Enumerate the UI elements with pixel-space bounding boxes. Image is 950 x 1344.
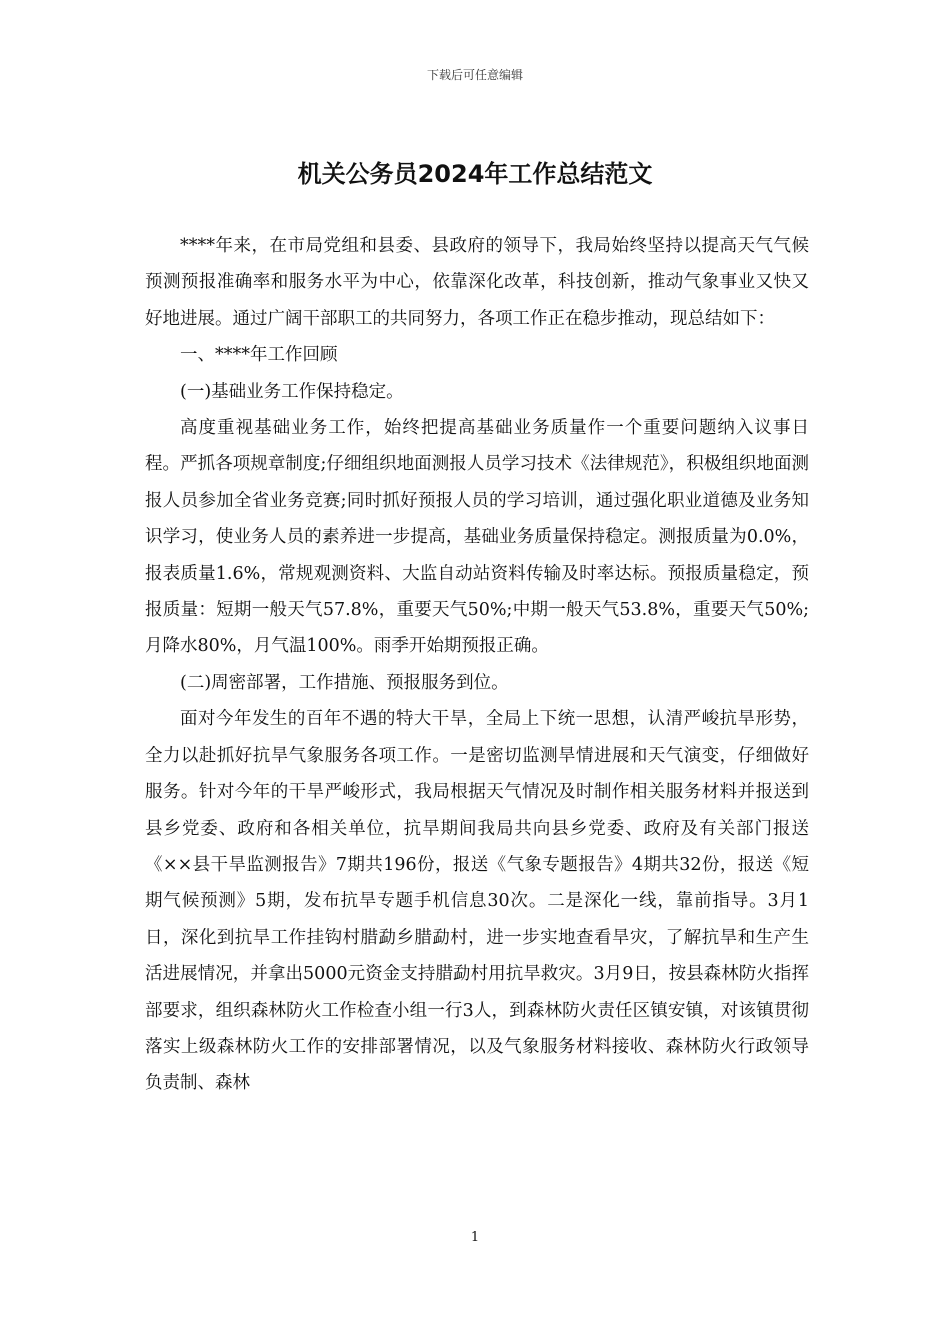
paragraph-intro: ****年来，在市局党组和县委、县政府的领导下，我局始终坚持以提高天气气候预测预报准确率和服务水平为中心，依靠深化改革，科技创新，推动气象事业又快又好地进展。通过广阔干部职工的共同努力，各项工作正在稳步推动，现总结如下： [145, 236, 809, 329]
subsection-heading-deployment: (二)周密部署，工作措施、预报服务到位。 [180, 672, 509, 693]
page-header-note: 下载后可任意编辑 [426, 68, 523, 82]
section-heading-review: 一、****年工作回顾 [180, 345, 338, 366]
paragraph-basic-business: 高度重视基础业务工作，始终把提高基础业务质量作一个重要问题纳入议事日程。严抓各项规章制度;仔细组织地面测报人员学习技术《法律规范》，积极组织地面测报人员参加全省业务竞赛;同时抓好预报人员的学习培训，通过强化职业道德及业务知识学习，使业务人员的素养进一步提高，基础业务质量保持稳定。测报质量为0.0%，报表质量1.6%，常规观测资料、大监自动站资料传输及时率达标。预报质量稳定，预报质量：短期一般天气57.8%，重要天气50%;中期一般天气53.8%，重要天气50%;月降水80%，月气温100%。雨季开始期预报正确。 [145, 418, 809, 657]
page-number: 1 [470, 1230, 480, 1245]
paragraph-drought-service: 面对今年发生的百年不遇的特大干旱，全局上下统一思想，认清严峻抗旱形势，全力以赴抓好抗旱气象服务各项工作。一是密切监测旱情进展和天气演变，仔细做好服务。针对今年的干旱严峻形式，我局根据天气情况及时制作相关服务材料并报送到县乡党委、政府和各相关单位，抗旱期间我局共向县乡党委、政府及有关部门报送《××县干旱监测报告》7期共196份，报送《气象专题报告》4期共32份，报送《短期气候预测》5期，发布抗旱专题手机信息30次。二是深化一线，靠前指导。3月1日，深化到抗旱工作挂钩村腊勐乡腊勐村，进一步实地查看旱灾，了解抗旱和生产生活进展情况，并拿出5000元资金支持腊勐村用抗旱救灾。3月9日，按县森林防火指挥部要求，组织森林防火工作检查小组一行3人，到森林防火责任区镇安镇，对该镇贯彻落实上级森林防火工作的安排部署情况，以及气象服务材料接收、森林防火行政领导负责制、森林 [145, 709, 809, 1094]
document-body [145, 228, 809, 1102]
document-title: 机关公务员2024年工作总结范文 [297, 160, 653, 188]
subsection-heading-basic-business: (一)基础业务工作保持稳定。 [180, 381, 404, 402]
